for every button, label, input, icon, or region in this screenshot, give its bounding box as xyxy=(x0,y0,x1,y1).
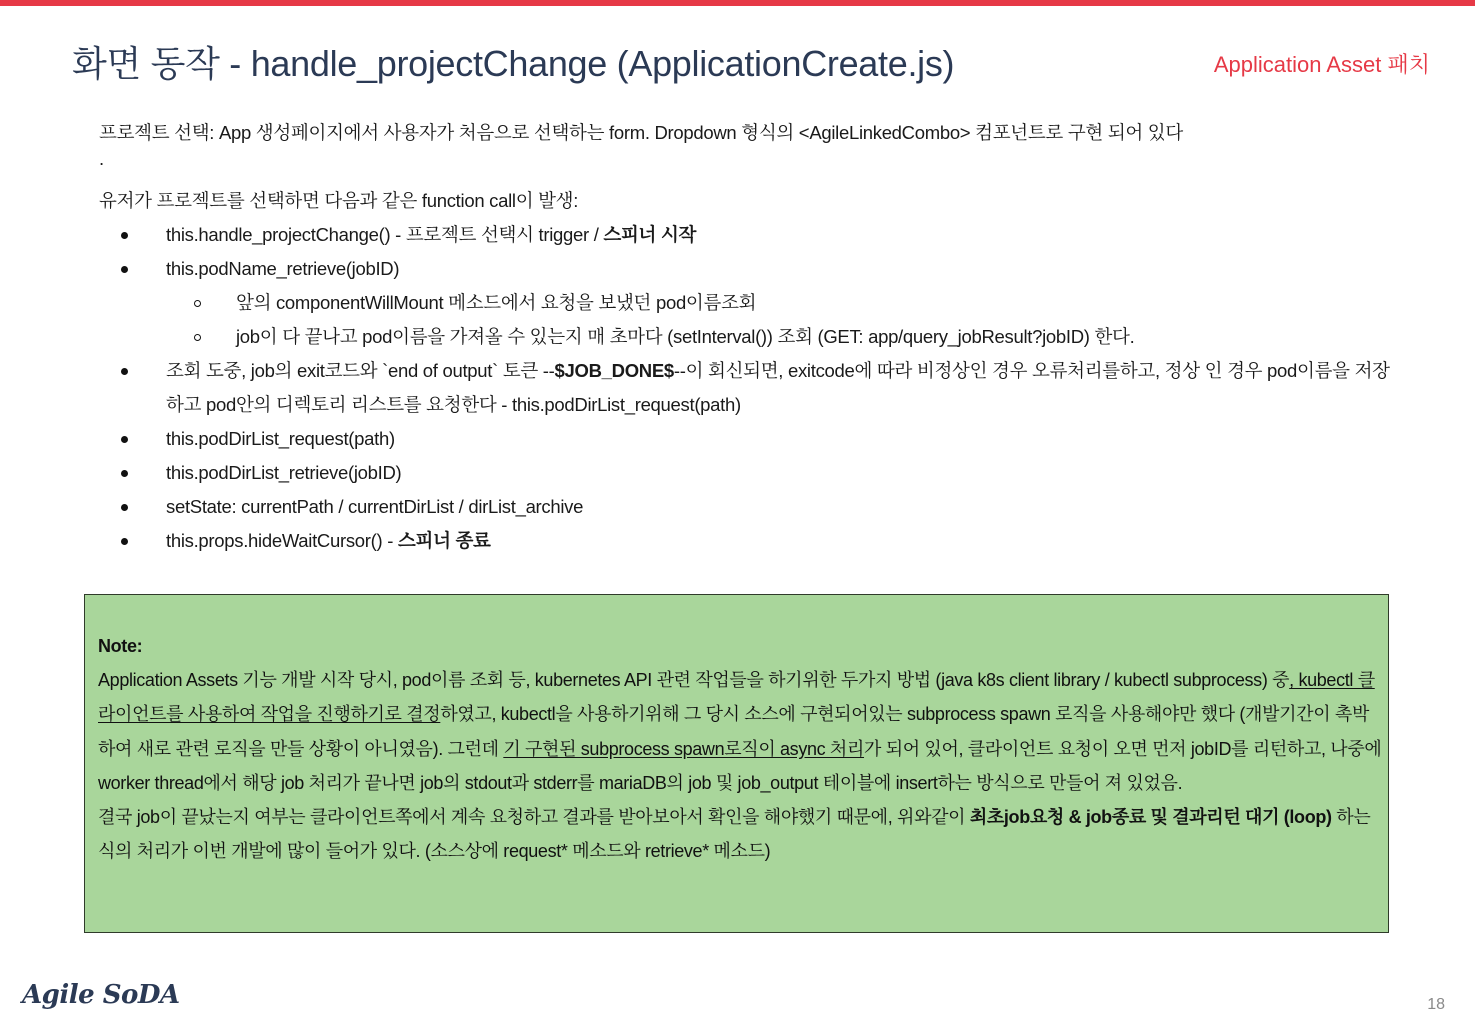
note-content xyxy=(98,629,1383,868)
slide-content xyxy=(99,116,1399,558)
note-bold-text: 최초job요청 & job종료 및 결과리턴 대기 (loop) xyxy=(969,807,1332,828)
bullet-text: this.podName_retrieve(jobID) xyxy=(166,258,400,279)
dot-line: . xyxy=(99,148,104,169)
calls-intro: 유저가 프로젝트를 선택하면 다음과 같은 function call이 발생: xyxy=(99,190,579,211)
list-item xyxy=(99,252,1399,354)
top-accent-bar xyxy=(0,0,1475,6)
note-underlined-text: 기 구현된 subprocess spawn로직이 async 처리 xyxy=(503,738,865,759)
sub-list-item xyxy=(166,320,1399,354)
bullet-bold-text: 스피너 종료 xyxy=(397,530,491,551)
sub-bullet-text: job이 다 끝나고 pod이름을 가져올 수 있는지 매 초마다 (setInterval()) 조회 (GET: app/query_jobResult?jobID) 한다. xyxy=(236,326,1135,347)
bullet-icon xyxy=(121,368,128,375)
note-paragraph-2 xyxy=(98,800,1383,868)
bullet-icon xyxy=(121,504,128,511)
bullet-icon xyxy=(121,232,128,239)
bullet-bold-text: 스피너 시작 xyxy=(603,224,697,245)
list-item xyxy=(99,524,1399,558)
note-box xyxy=(84,594,1389,933)
bullet-icon xyxy=(121,538,128,545)
bullet-icon xyxy=(121,266,128,273)
list-item xyxy=(99,490,1399,524)
sub-list-item xyxy=(166,286,1399,320)
bullet-text: this.handle_projectChange() - 프로젝트 선택시 trigger / xyxy=(166,224,604,245)
page-number: 18 xyxy=(1427,996,1445,1013)
bullet-text: this.props.hideWaitCursor() - xyxy=(166,530,398,551)
bullet-icon xyxy=(121,470,128,477)
sub-list xyxy=(166,286,1399,354)
note-title: Note: xyxy=(98,636,143,656)
bullet-text: this.podDirList_request(path) xyxy=(166,428,395,449)
bullet-text: 조회 도중, job의 exit코드와 `end of output` 토큰 -- xyxy=(166,360,555,381)
bullet-icon xyxy=(121,436,128,443)
bullet-bold-text: $JOB_DONE$ xyxy=(554,360,674,381)
note-text: 가 되어 있어, 클라이언트 요청이 오면 먼저 jobID를 리턴하고, 나중에 worker thread에서 해당 job 처리가 끝나면 job의 stdout과 stderr를 mariaDB의 job 및 job_output 테이블에 insert하는 방식으로 만들어 져 있었음. xyxy=(98,738,1382,793)
list-item xyxy=(99,354,1399,422)
slide-tag: Application Asset 패치 xyxy=(1213,52,1430,77)
note-paragraph-1 xyxy=(98,663,1383,800)
function-call-list xyxy=(99,218,1399,558)
note-text: 하였고, kubectl을 사용하기위해 그 당시 소스에 구현되어있는 subprocess spawn 로직을 사용해야만 했다 (개발기간이 촉박하여 새로 관련 로직을 만들 상황이 아니였음). 그런데 xyxy=(98,704,1369,759)
note-underlined-text: , kubectl 클라이언트를 사용하여 작업을 진행하기로 결정 xyxy=(98,670,1375,725)
bullet-text: this.podDirList_retrieve(jobID) xyxy=(166,462,402,483)
list-item xyxy=(99,422,1399,456)
intro-line: 프로젝트 선택: App 생성페이지에서 사용자가 처음으로 선택하는 form. Dropdown 형식의 <AgileLinkedCombo> 컴포넌트로 구현 되어 있다 xyxy=(99,122,1183,143)
sub-bullet-text: 앞의 componentWillMount 메소드에서 요청을 보냈던 pod이름조회 xyxy=(236,292,757,313)
note-text: Application Assets 기능 개발 시작 당시, pod이름 조회 등, kubernetes API 관련 작업들을 하기위한 두가지 방법 (java k8s client library / kubectl subprocess) 중 xyxy=(98,670,1290,691)
note-text: 결국 job이 끝났는지 여부는 클라이언트쪽에서 계속 요청하고 결과를 받아보아서 확인을 해야했기 때문에, 위와같이 xyxy=(98,807,970,828)
circle-bullet-icon xyxy=(194,334,201,341)
bullet-text: --이 회신되면, exitcode에 따라 비정상인 경우 오류처리를하고, 정상 인 경우 pod이름을 저장하고 pod안의 디렉토리 리스트를 요청한다 - this.podDirList_request(path) xyxy=(166,360,1390,415)
bullet-text: setState: currentPath / currentDirList / dirList_archive xyxy=(166,496,584,517)
slide-title: 화면 동작 - handle_projectChange (ApplicationCreate.js) xyxy=(72,43,955,84)
list-item xyxy=(99,456,1399,490)
list-item xyxy=(99,218,1399,252)
circle-bullet-icon xyxy=(194,300,201,307)
agile-soda-logo: Agile SoDA xyxy=(22,980,180,1010)
note-text: 하는 식의 처리가 이번 개발에 많이 들어가 있다. (소스상에 request* 메소드와 retrieve* 메소드) xyxy=(98,807,1371,862)
